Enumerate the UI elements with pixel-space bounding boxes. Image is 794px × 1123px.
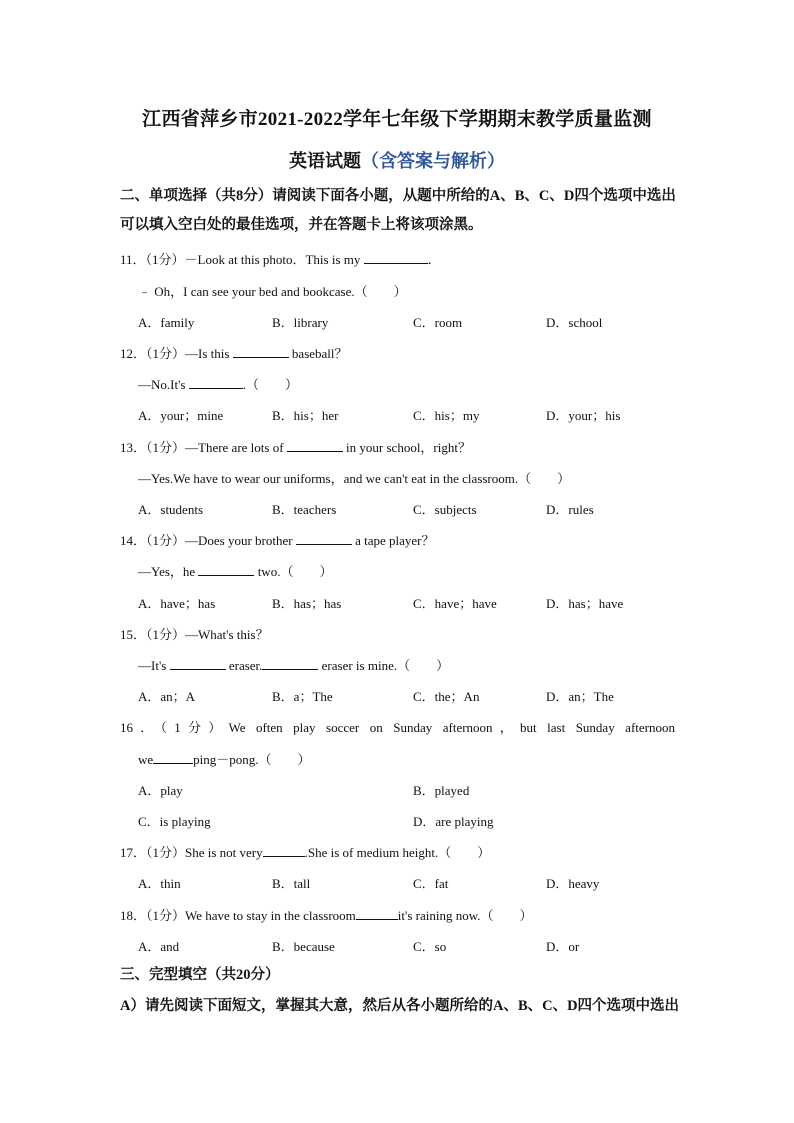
section-2-heading-line1: 二、单项选择（共8分）请阅读下面各小题，从题中所给的A、B、C、D四个选项中选出 (120, 188, 676, 204)
exam-subtitle-main: 英语试题 (289, 151, 361, 171)
answer-blank (356, 907, 398, 920)
section-3-instructions: A）请先阅读下面短文，掌握其大意，然后从各小题所给的A、B、C、D四个选项中选出 (120, 998, 680, 1014)
section-2-heading-line2: 可以填入空白处的最佳选项，并在答题卡上将该项涂黑。 (120, 217, 483, 233)
question-15-option-a: A．an；A (138, 689, 196, 704)
question-15-response (138, 655, 449, 674)
question-18-stem (120, 905, 533, 924)
question-11-text-end: ． (427, 252, 441, 267)
question-17-option-c: C．fat (413, 876, 449, 891)
question-18-option-d: D．or (546, 939, 580, 954)
question-16-text: we (138, 752, 154, 767)
answer-blank (296, 532, 352, 545)
question-17-option-a: A．thin (138, 876, 181, 891)
question-18-option-a: A．and (138, 939, 180, 954)
question-17-stem (120, 842, 490, 861)
exam-subtitle-note: （含答案与解析） (361, 151, 505, 171)
section-3-heading: 三、完型填空（共20分） (120, 967, 280, 983)
question-12-stem (120, 343, 348, 362)
question-13-option-d: D．rules (546, 502, 594, 517)
question-15-option-b: B．a；The (272, 689, 333, 704)
question-14-response-end: two.（ ） (254, 564, 333, 579)
exam-subtitle (0, 147, 794, 173)
section-2-heading (120, 182, 680, 240)
question-17-option-b: B．tall (272, 876, 311, 891)
question-15-response-mid: eraser. (225, 658, 263, 673)
question-17-option-d: D．heavy (546, 876, 600, 891)
answer-blank (263, 844, 305, 857)
question-13-stem (120, 437, 471, 456)
question-11-response: ﹣ Oh，I can see your bed and bookcase.（ ） (138, 284, 407, 299)
answer-blank (170, 657, 226, 670)
question-15-response-end: eraser is mine.（ ） (318, 658, 450, 673)
question-16-stem: 16．（1分）We often play soccer on Sunday afternoon，but last Sunday afternoon (120, 720, 675, 735)
question-18-option-c: C．so (413, 939, 447, 954)
question-12-response-text: —No.It's (138, 377, 189, 392)
question-17-text: 17．（1分）She is not very (120, 845, 263, 860)
exam-title: 江西省萍乡市2021-2022学年七年级下学期期末教学质量监测 (142, 109, 652, 130)
question-16-option-d: D．are playing (413, 814, 494, 829)
question-11-option-d: D．school (546, 315, 603, 330)
question-14-text-end: a tape player？ (351, 533, 435, 548)
question-14-stem (120, 530, 435, 549)
question-15-option-d: D．an；The (546, 689, 614, 704)
question-14-response (138, 561, 332, 580)
answer-blank (233, 345, 289, 358)
question-16-option-c: C．is playing (138, 814, 211, 829)
question-15-option-c: C．the；An (413, 689, 480, 704)
question-12-option-d: D．your；his (546, 408, 621, 423)
question-16-option-b: B．played (413, 783, 470, 798)
answer-blank (153, 751, 193, 764)
question-14-option-b: B．has；has (272, 596, 342, 611)
question-12-text-end: baseball？ (288, 346, 348, 361)
question-14-option-d: D．has；have (546, 596, 624, 611)
answer-blank (189, 376, 243, 389)
answer-blank (364, 251, 428, 264)
question-12-option-c: C．his；my (413, 408, 480, 423)
question-15-stem: 15．（1分）—What's this？ (120, 627, 269, 642)
question-14-option-a: A．have；has (138, 596, 216, 611)
question-11-stem (120, 249, 441, 268)
question-11-option-c: C．room (413, 315, 463, 330)
question-15-response-text: —It's (138, 658, 170, 673)
question-12-response (138, 374, 298, 393)
question-11-option-a: A．family (138, 315, 195, 330)
answer-blank (262, 657, 318, 670)
question-16-continuation (138, 749, 311, 768)
question-12-option-a: A．your；mine (138, 408, 224, 423)
question-13-text-end: in your school，right？ (342, 440, 471, 455)
answer-blank (287, 439, 343, 452)
question-11-option-b: B．library (272, 315, 329, 330)
answer-blank (198, 563, 254, 576)
question-17-text-end: .She is of medium height.（ ） (304, 845, 491, 860)
question-18-option-b: B．because (272, 939, 335, 954)
question-13-option-c: C．subjects (413, 502, 477, 517)
question-12-option-b: B．his；her (272, 408, 339, 423)
question-12-response-end: .（ ） (242, 377, 298, 392)
question-14-option-c: C．have；have (413, 596, 497, 611)
question-18-text-end: it's raining now.（ ） (397, 908, 533, 923)
question-13-option-b: B．teachers (272, 502, 337, 517)
question-13-text: 13．（1分）—There are lots of (120, 440, 287, 455)
question-13-response: —Yes.We have to wear our uniforms，and we can't eat in the classroom.（ ） (138, 471, 571, 486)
question-18-text: 18．（1分）We have to stay in the classroom (120, 908, 356, 923)
question-12-text: 12．（1分）—Is this (120, 346, 233, 361)
question-16-text-end: ping－pong.（ ） (193, 752, 311, 767)
question-16-option-a: A．play (138, 783, 183, 798)
question-11-text: 11．（1分）－Look at this photo．This is my (120, 252, 364, 267)
question-13-option-a: A．students (138, 502, 204, 517)
question-14-text: 14．（1分）—Does your brother (120, 533, 296, 548)
question-14-response-text: —Yes，he (138, 564, 199, 579)
